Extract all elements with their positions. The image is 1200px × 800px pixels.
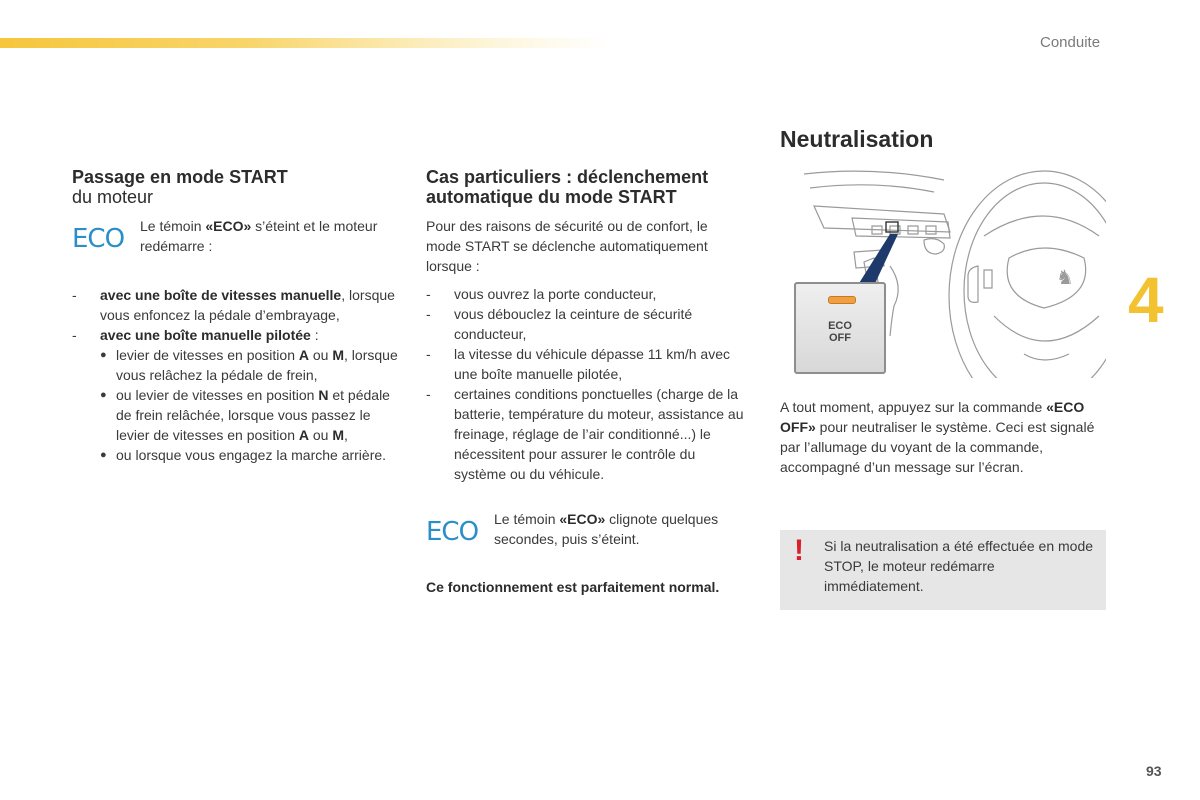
list-item	[72, 325, 402, 345]
sub-text: ou	[309, 427, 333, 443]
warning-text: Si la neutralisation a été effectuée en mode STOP, le moteur redémarre immédiatement.	[824, 538, 1094, 594]
eco-off-indicator-icon	[828, 296, 856, 304]
sub-text: , lorsque vous relâchez la pédale de frein,	[116, 347, 398, 383]
col1-list	[72, 285, 402, 465]
sub-text-bold: A	[298, 347, 309, 363]
bullet-marker: ●	[100, 389, 107, 401]
col3-text-post: pour neutraliser le système. Ceci est signalé par l’allumage du voyant de la commande, accompagné d’un message sur l’écran.	[780, 419, 1095, 475]
list-item-bold: avec une boîte de vitesses manuelle	[100, 287, 342, 303]
sub-list-item	[100, 445, 402, 465]
bullet-marker: ●	[100, 449, 107, 461]
list-item-text: vous ouvrez la porte conducteur,	[454, 286, 657, 302]
sub-text: ou levier de vitesses en position	[116, 387, 319, 403]
list-item-text: vous débouclez la ceinture de sécurité conducteur,	[454, 306, 693, 342]
col3-title-text: Neutralisation	[780, 126, 934, 152]
list-item	[72, 285, 402, 325]
col1-title-line2: du moteur	[72, 187, 154, 207]
list-item-bold: avec une boîte manuelle pilotée	[100, 327, 311, 343]
col2-intro: Pour des raisons de sécurité ou de confort, le mode START se déclenche automatiquement lorsque :	[426, 218, 708, 274]
list-item	[426, 304, 744, 344]
sub-text-bold: M	[332, 427, 345, 443]
dash-marker: -	[426, 386, 431, 402]
col2-title	[426, 167, 756, 207]
sub-text: et pédale de frein relâchée, lorsque vous passez le levier de vitesses en position	[116, 387, 390, 443]
col2-title-line2: automatique du mode START	[426, 187, 677, 207]
dash-marker: -	[72, 327, 77, 343]
eco-icon: ECO	[426, 517, 479, 547]
eco-icon: ECO	[72, 224, 125, 254]
dash-marker: -	[426, 306, 431, 322]
sub-text-bold: A	[298, 427, 309, 443]
sub-text: ou lorsque vous engagez la marche arrière.	[116, 447, 387, 463]
section-label: Conduite	[1040, 34, 1101, 51]
col3-title	[780, 126, 933, 153]
list-item-text: , lorsque vous enfoncez la pédale d’embrayage,	[100, 287, 395, 323]
list-item	[426, 384, 744, 484]
col2-title-line1: Cas particuliers : déclenchement	[426, 167, 709, 187]
sub-text-bold: N	[318, 387, 329, 403]
sub-list-item	[100, 345, 402, 385]
list-item	[426, 284, 744, 304]
eco-off-button[interactable]	[794, 282, 886, 374]
bullet-marker: ●	[100, 349, 107, 361]
dash-marker: -	[426, 346, 431, 362]
dash-marker: -	[426, 286, 431, 302]
warning-icon: !	[794, 534, 804, 567]
list-item-text: la vitesse du véhicule dépasse 11 km/h avec une boîte manuelle pilotée,	[454, 346, 731, 382]
col2-eco-text-post: clignote quelques secondes, puis s’éteint.	[494, 511, 719, 547]
page-number: 93	[1146, 763, 1162, 779]
col1-eco-text-bold: «ECO»	[205, 218, 252, 234]
col3-text	[780, 397, 1100, 477]
col2-eco-text-bold: «ECO»	[559, 511, 606, 527]
sub-text-bold: M	[332, 347, 345, 363]
sub-text: levier de vitesses en position	[116, 347, 299, 363]
col2-eco-text	[494, 509, 750, 549]
col1-title-line1: Passage en mode START	[72, 167, 288, 187]
sub-text: ,	[344, 427, 348, 443]
sub-list-item	[100, 385, 402, 445]
list-item-text: :	[310, 327, 319, 343]
col1-eco-text-pre: Le témoin	[140, 218, 206, 234]
eco-off-line1: ECO	[828, 320, 852, 332]
list-item-text: certaines conditions ponctuelles (charge de la batterie, température du moteur, assistance au freinage, réglage de l’air conditionné...) le nécessitent pour assurer le contrôle du système ou du véhicule.	[454, 386, 744, 482]
header-accent-bar	[0, 38, 610, 48]
col2-note: Ce fonctionnement est parfaitement normal.	[426, 579, 720, 595]
chapter-number: 4	[1128, 264, 1164, 336]
list-item	[426, 344, 744, 384]
col1-eco-text-post: s’éteint et le moteur redémarre :	[140, 218, 378, 254]
col3-text-pre: A tout moment, appuyez sur la commande	[780, 399, 1047, 415]
dash-marker: -	[72, 287, 77, 303]
eco-off-button-label	[796, 320, 884, 344]
warning-box	[780, 530, 1106, 610]
col1-eco-text	[140, 216, 380, 256]
col1-title	[72, 167, 392, 207]
col2-list	[426, 284, 744, 484]
eco-off-line2: OFF	[829, 332, 851, 344]
brand-logo-icon: ♞	[1056, 265, 1074, 289]
sub-text: ou	[309, 347, 333, 363]
col2-eco-text-pre: Le témoin	[494, 511, 560, 527]
col3-text-bold: «ECO OFF»	[780, 399, 1085, 435]
